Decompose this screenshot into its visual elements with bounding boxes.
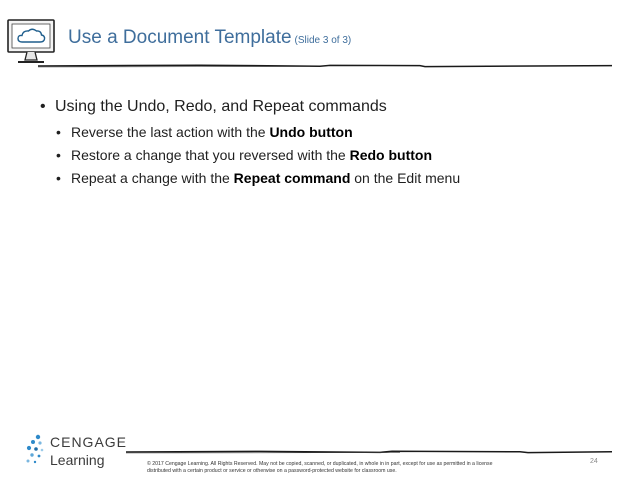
copyright-notice bbox=[147, 461, 567, 475]
main-bullet bbox=[40, 98, 620, 116]
header-divider bbox=[0, 62, 638, 70]
title-text: Use a Document Template bbox=[68, 27, 292, 48]
cengage-logo bbox=[22, 432, 128, 472]
copyright-line: © 2017 Cengage Learning. All Rights Reserved. May not be copied, scanned, or duplicated, in whole in in part, except for use as permitted in a license bbox=[147, 461, 493, 467]
page-number: 24 bbox=[590, 458, 598, 465]
page-title bbox=[68, 27, 351, 49]
sub-bullet bbox=[40, 147, 620, 163]
main-bullet-text: Using the Undo, Redo, and Repeat commands bbox=[55, 98, 387, 115]
monitor-cloud-icon bbox=[6, 18, 56, 66]
copyright-line: distributed with a certain product or service or otherwise on a password-protected website for classroom use. bbox=[147, 468, 397, 474]
title-subtitle: (Slide 3 of 3) bbox=[294, 35, 352, 46]
sub-bullet-bold: Undo button bbox=[269, 124, 353, 140]
sub-bullet-text: Repeat a change with the bbox=[71, 170, 234, 186]
bullet-dot: • bbox=[56, 147, 61, 163]
bullet-dot: • bbox=[56, 170, 61, 186]
bullet-dot: • bbox=[56, 124, 61, 140]
sub-bullet-text: Reverse the last action with the bbox=[71, 124, 270, 140]
bullet-dot: • bbox=[40, 98, 46, 115]
slide-content bbox=[40, 98, 620, 193]
logo-mark-icon bbox=[24, 434, 48, 468]
logo-word-learning: Learning bbox=[50, 452, 105, 468]
sub-bullet bbox=[40, 124, 620, 140]
sub-bullet-bold: Repeat command bbox=[233, 170, 351, 186]
sub-bullet-bold: Redo button bbox=[349, 147, 433, 163]
sub-bullet-text: Restore a change that you reversed with the bbox=[71, 147, 350, 163]
sub-bullet-text-after: on the Edit menu bbox=[350, 170, 461, 186]
sub-bullet bbox=[40, 170, 620, 186]
logo-word-cengage: CENGAGE bbox=[50, 434, 128, 450]
